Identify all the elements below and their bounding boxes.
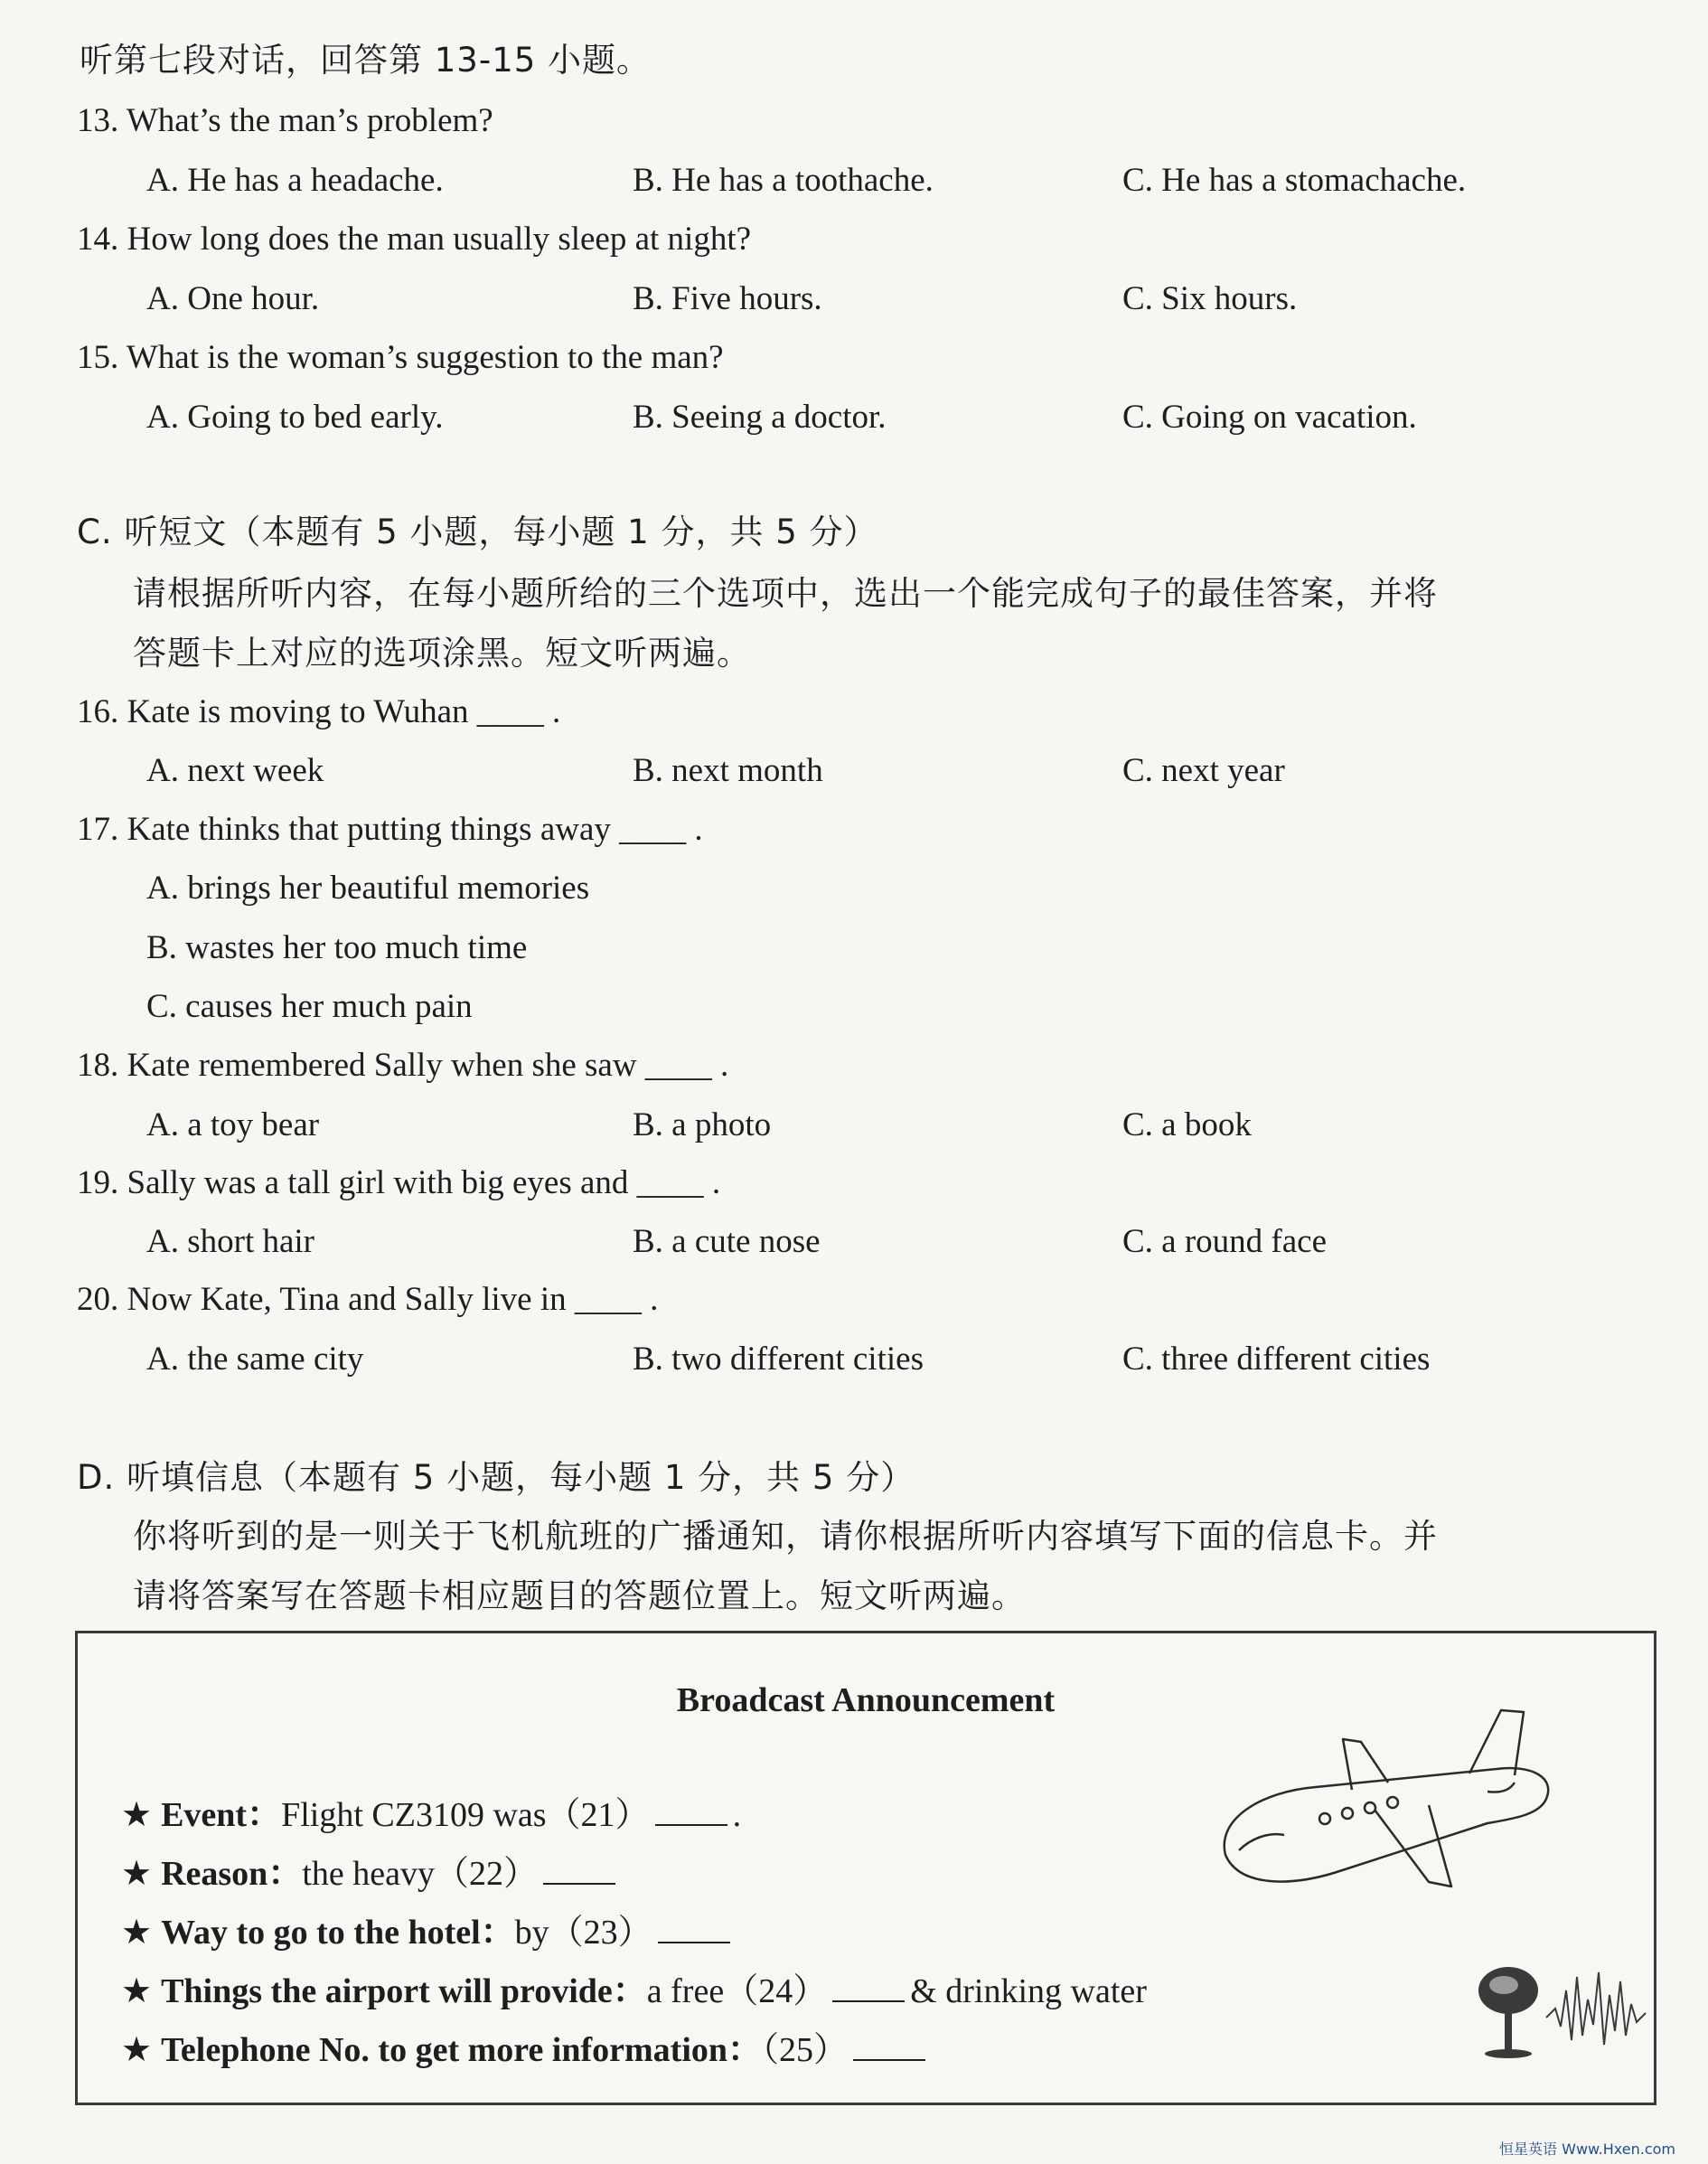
option-14a[interactable]: A. One hour. xyxy=(146,280,320,317)
section-d-instruction-1: 你将听到的是一则关于飞机航班的广播通知，请你根据所听内容填写下面的信息卡。并 xyxy=(133,1517,1438,1556)
card-item-telephone: ★ Telephone No. to get more information：（25） xyxy=(121,2033,931,2067)
option-15b[interactable]: B. Seeing a doctor. xyxy=(633,399,887,436)
answer-blank-22[interactable] xyxy=(543,1882,615,1885)
section-d-instruction-2: 请将答案写在答题卡相应题目的答题位置上。短文听两遍。 xyxy=(133,1576,1026,1615)
star-icon: ★ xyxy=(121,1855,153,1893)
section-instruction: 听第七段对话，回答第 13-15 小题。 xyxy=(80,41,652,80)
option-15a[interactable]: A. Going to bed early. xyxy=(146,399,444,436)
card-item-event: ★ Event：Flight CZ3109 was（21） . xyxy=(121,1796,742,1834)
question-13: 13. What’s the man’s problem? xyxy=(77,102,493,139)
question-17: 17. Kate thinks that putting things away ____ . xyxy=(77,811,703,848)
option-20a[interactable]: A. the same city xyxy=(146,1341,364,1378)
option-16a[interactable]: A. next week xyxy=(146,752,324,789)
option-13c[interactable]: C. He has a stomachache. xyxy=(1122,162,1467,199)
option-14c[interactable]: C. Six hours. xyxy=(1122,280,1298,317)
card-item-provide: ★ Things the airport will provide：a free（24） & drinking water xyxy=(121,1972,1147,2010)
question-19: 19. Sally was a tall girl with big eyes and ____ . xyxy=(77,1164,721,1201)
section-c-instruction-1: 请根据所听内容，在每小题所给的三个选项中，选出一个能完成句子的最佳答案，并将 xyxy=(133,574,1438,613)
card-item-reason: ★ Reason：the heavy（22） xyxy=(121,1857,621,1891)
option-17a[interactable]: A. brings her beautiful memories xyxy=(146,870,590,907)
watermark-footer: 恒星英语 Www.Hxen.com xyxy=(1499,2140,1675,2158)
card-title: Broadcast Announcement xyxy=(676,1681,1056,1719)
star-icon: ★ xyxy=(121,2031,153,2069)
question-14: 14. How long does the man usually sleep at night? xyxy=(77,221,752,258)
star-icon: ★ xyxy=(121,1796,153,1834)
airplane-icon xyxy=(1198,1692,1578,1927)
section-d-heading: D. 听填信息（本题有 5 小题，每小题 1 分，共 5 分） xyxy=(77,1458,915,1497)
question-20: 20. Now Kate, Tina and Sally live in ____ . xyxy=(77,1281,659,1318)
option-16c[interactable]: C. next year xyxy=(1122,752,1285,789)
answer-blank-25[interactable] xyxy=(853,2058,925,2061)
option-18b[interactable]: B. a photo xyxy=(633,1106,772,1143)
option-13a[interactable]: A. He has a headache. xyxy=(146,162,444,199)
option-14b[interactable]: B. Five hours. xyxy=(633,280,822,317)
question-16: 16. Kate is moving to Wuhan ____ . xyxy=(77,693,561,730)
option-18a[interactable]: A. a toy bear xyxy=(146,1106,320,1143)
question-15: 15. What is the woman’s suggestion to the man? xyxy=(77,339,724,376)
question-18: 18. Kate remembered Sally when she saw ____ . xyxy=(77,1047,729,1084)
answer-blank-24[interactable] xyxy=(832,1999,905,2002)
speaker-icon xyxy=(1474,1954,1650,2072)
option-15c[interactable]: C. Going on vacation. xyxy=(1122,399,1417,436)
option-19a[interactable]: A. short hair xyxy=(146,1223,314,1260)
card-item-way: ★ Way to go to the hotel：by（23） xyxy=(121,1915,736,1950)
option-19c[interactable]: C. a round face xyxy=(1122,1223,1328,1260)
option-18c[interactable]: C. a book xyxy=(1122,1106,1252,1143)
answer-blank-21[interactable] xyxy=(655,1823,727,1826)
option-17b[interactable]: B. wastes her too much time xyxy=(146,929,528,966)
option-20c[interactable]: C. three different cities xyxy=(1122,1341,1431,1378)
star-icon: ★ xyxy=(121,1914,153,1952)
option-19b[interactable]: B. a cute nose xyxy=(633,1223,821,1260)
section-c-heading: C. 听短文（本题有 5 小题，每小题 1 分，共 5 分） xyxy=(77,513,878,551)
star-icon: ★ xyxy=(121,1972,153,2010)
option-17c[interactable]: C. causes her much pain xyxy=(146,988,473,1025)
option-20b[interactable]: B. two different cities xyxy=(633,1341,924,1378)
broadcast-info-card xyxy=(75,1631,1656,2105)
section-c-instruction-2: 答题卡上对应的选项涂黑。短文听两遍。 xyxy=(133,634,751,673)
option-13b[interactable]: B. He has a toothache. xyxy=(633,162,934,199)
option-16b[interactable]: B. next month xyxy=(633,752,823,789)
answer-blank-23[interactable] xyxy=(658,1941,730,1943)
